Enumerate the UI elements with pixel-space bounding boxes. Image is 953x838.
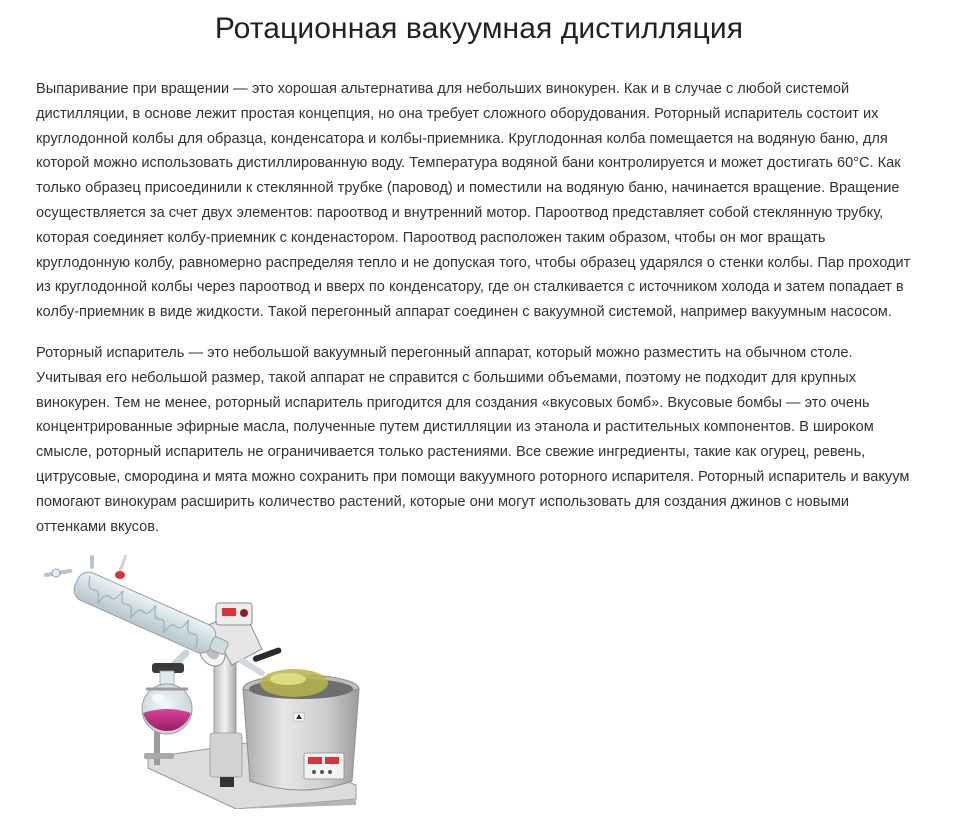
condenser (70, 568, 232, 662)
page-title: Ротационная вакуумная дистилляция (214, 12, 744, 45)
motor-knob (240, 609, 248, 617)
rotary-evaporator-image (36, 553, 366, 809)
bath-control-panel (304, 753, 344, 779)
article (36, 0, 922, 535)
paragraph: Роторный испаритель — это небольшой вакуумный перегонный аппарат, который можно разместить на обычном столе. Учитывая его небольшой размер, такой аппарат не справится с большими объемами, поэтому не подходит для крупных винокурен. Тем не менее, роторный испаритель пригодится для создания «вкусовых бомб». Вкусовые бомбы — это очень концентрированные эфирные масла, полученные путем дистилляции из этанола и растительных компонентов. В широком смысле, роторный испаритель не ограничивается только растениями. Все свежие ингредиенты, такие как огурец, ревень, цитрусовые, смородина и мята можно сохранить при помощи вакуумного роторного испарителя. Роторный испаритель и вакуум помогают винокурам расширить количество растений, которые они могут использовать для создания джинов с новыми оттенками вкусов. (36, 345, 910, 535)
flask-stand (154, 729, 160, 765)
paragraph: Выпаривание при вращении — это хорошая альтернатива для небольших винокурен. Как и в случае с любой системой дистилляции, в основе лежит простая концепция, но она требует сложного оборудования. Роторный испаритель состоит их круглодонной колбы для образца, конденсатора и колбы-приемника. Круглодонная колба помещается на водяную баню, для которой можно использовать дистиллированную воду. Температура водяной бани контролируется и может достигать 60°С. Как только образец присоединили к стеклянной трубке (паровод) и поместили на водяную баню, начинается вращение. Вращение осуществляется за счет двух элементов: пароотвод и внутренний мотор. Пароотвод представляет собой стеклянную трубку, которая соединяет колбу-приемник с конденастором. Пароотвод расположен таким образом, чтобы он мог вращать круглодонную колбу, равномерно распределяя тепло и не допуская того, чтобы образец ударялся о стенки колбы. Пар проходит из круглодонной колбы через пароотвод и вверх по конденсатору, где он сталкивается с источником холода и затем попадает в колбу-приемник в виде жидкости. Такой перегонный аппарат соединен с вакуумной системой, например вакуумным насосом. (36, 81, 911, 321)
rotary-evaporator-illustration (36, 553, 366, 809)
motor-display (222, 608, 236, 616)
